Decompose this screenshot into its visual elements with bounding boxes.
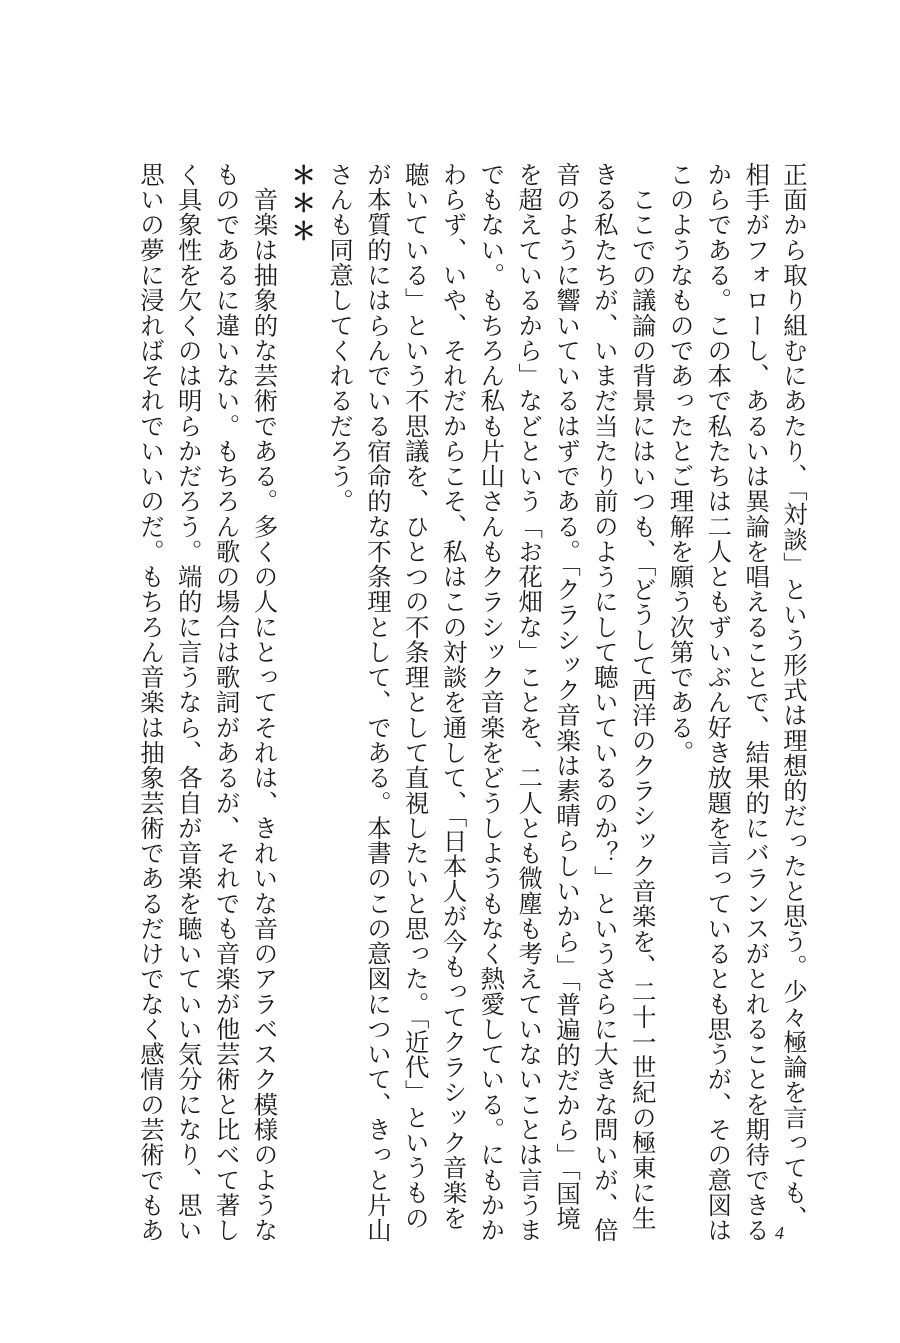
text-line: でもない。もちろん私も片山さんもクラシック音楽をどうしようもなく熱愛している。にもかか [476,162,506,1243]
text-line: ものであるに違いない。もちろん歌の場合は歌詞があるが、それでも音楽が他芸術と比べて著し [211,162,241,1243]
text-line: このようなものであったとご理解を願う次第である。 [665,162,695,766]
text-line: が本質的にはらんでいる宿命的な不条理として、である。本書のこの意図について、きっと片山 [362,162,392,1243]
section-break: ＊＊＊ [287,162,317,247]
text-line: 音のように響いているはずである。「クラシック音楽は素晴らしいから」「普遍的だから」「国境 [552,162,582,1232]
text-line: ここでの議論の背景にはいつも、「どうして西洋のクラシック音楽を、二十一世紀の極東に生 [627,162,657,1231]
text-line: く具象性を欠くのは明らかだろう。端的に言うなら、各自が音楽を聴いていい気分になり、思い [173,162,203,1243]
text-line: 音楽は抽象的な芸術である。多くの人にとってそれは、きれいな音のアラベスク模様のような [249,162,279,1243]
text-line: 相手がフォローし、あるいは異論を唱えることで、結果的にバランスがとれることを期待できる [741,162,771,1243]
text-line: を超えているから」などという「お花畑な」ことを、二人とも微塵も考えていないことは言うま [514,162,544,1243]
page-number: 4 [775,1223,784,1243]
vertical-text-body [131,162,812,1243]
text-line: 思いの夢に浸ればそれでいいのだ。もちろん音楽は抽象芸術であるだけでなく感情の芸術でもあ [135,162,165,1243]
text-line: 聴いている」という不思議を、ひとつの不条理として直視したいと思った。「近代」というもの [400,162,430,1231]
text-line: きる私たちが、いまだ当たり前のようにして聴いているのか？」というさらに大きな問いが、倍 [589,162,619,1243]
text-line: さんも同意してくれるだろう。 [325,162,355,514]
text-line: わらず、いや、それだからこそ、私はこの対談を通して、「日本人が今もってクラシック音楽を [438,162,468,1231]
text-line: 正面から取り組むにあたり、「対談」という形式は理想的だったと思う。少々極論を言っても、 [779,162,808,1231]
text-line: からである。この本で私たちは二人ともずいぶん好き放題を言っているとも思うが、その意図は [703,162,733,1243]
